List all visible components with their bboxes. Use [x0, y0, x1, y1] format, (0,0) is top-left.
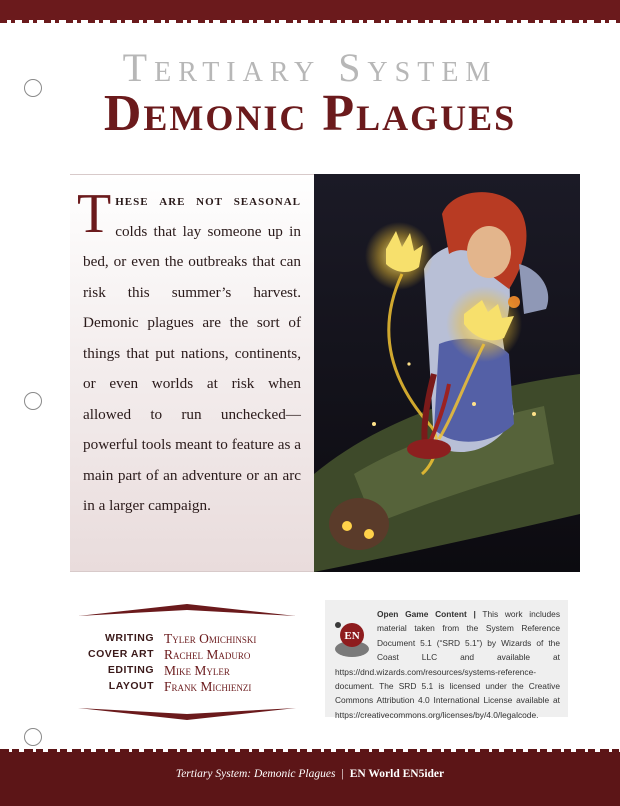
logo-text: EN [344, 630, 360, 642]
intro-body: colds that lay someone up in bed, or even the outbreaks that can risk this summer’s harvest. Demonic plagues are the sort of things that put nations, continents, or even worlds at risk when allowed to run unchecked—powerful tools meant to feature as a main part of an adventure or an arc in a larger campaign. [83, 222, 301, 514]
top-border-band [0, 0, 620, 20]
intro-lead: hese are not seasonal [115, 192, 301, 209]
credit-row [78, 632, 296, 648]
binder-hole-icon [24, 392, 42, 410]
credit-row [78, 664, 296, 680]
open-game-content-notice [325, 600, 568, 720]
ogc-heading: Open Game Content | [377, 609, 476, 619]
ogc-text: This work includes material taken from the System Reference Document 5.1 (“SRD 5.1”) by Wizards of the Coast LLC and available at https://dnd.wizards.com/resources/systems-reference-document. The SRD 5.1 is licensed under the Creative Commons Attribution 4.0 International License available at https://creativecommons.org/licenses/by/4.0/legalcode. [335, 609, 561, 720]
credit-row [78, 648, 296, 664]
cover-illustration [314, 174, 580, 572]
footer-brand: EN World EN5ider [349, 768, 445, 780]
credit-name: Rachel Maduro [164, 647, 251, 662]
credit-role: WRITING [105, 632, 154, 644]
footer-separator: | [341, 768, 344, 780]
credit-role: COVER ART [88, 648, 154, 660]
en-world-logo-icon [333, 619, 371, 659]
footer-title: Tertiary System: Demonic Plagues [175, 768, 336, 780]
credits-block [78, 604, 296, 720]
intro-paragraph [77, 183, 301, 522]
page-footer [0, 768, 620, 780]
credit-row [78, 680, 296, 696]
binder-hole-icon [24, 728, 42, 746]
credit-name: Mike Myler [164, 663, 230, 678]
page-supertitle: Tertiary System [122, 45, 498, 90]
page-title: Demonic Plagues [103, 85, 517, 142]
credit-role: EDITING [107, 664, 154, 676]
credit-name: Tyler Omichinski [164, 631, 257, 646]
drop-cap: T [77, 183, 112, 245]
credit-name: Frank Michienzi [164, 679, 252, 694]
credit-role: LAYOUT [108, 680, 154, 692]
